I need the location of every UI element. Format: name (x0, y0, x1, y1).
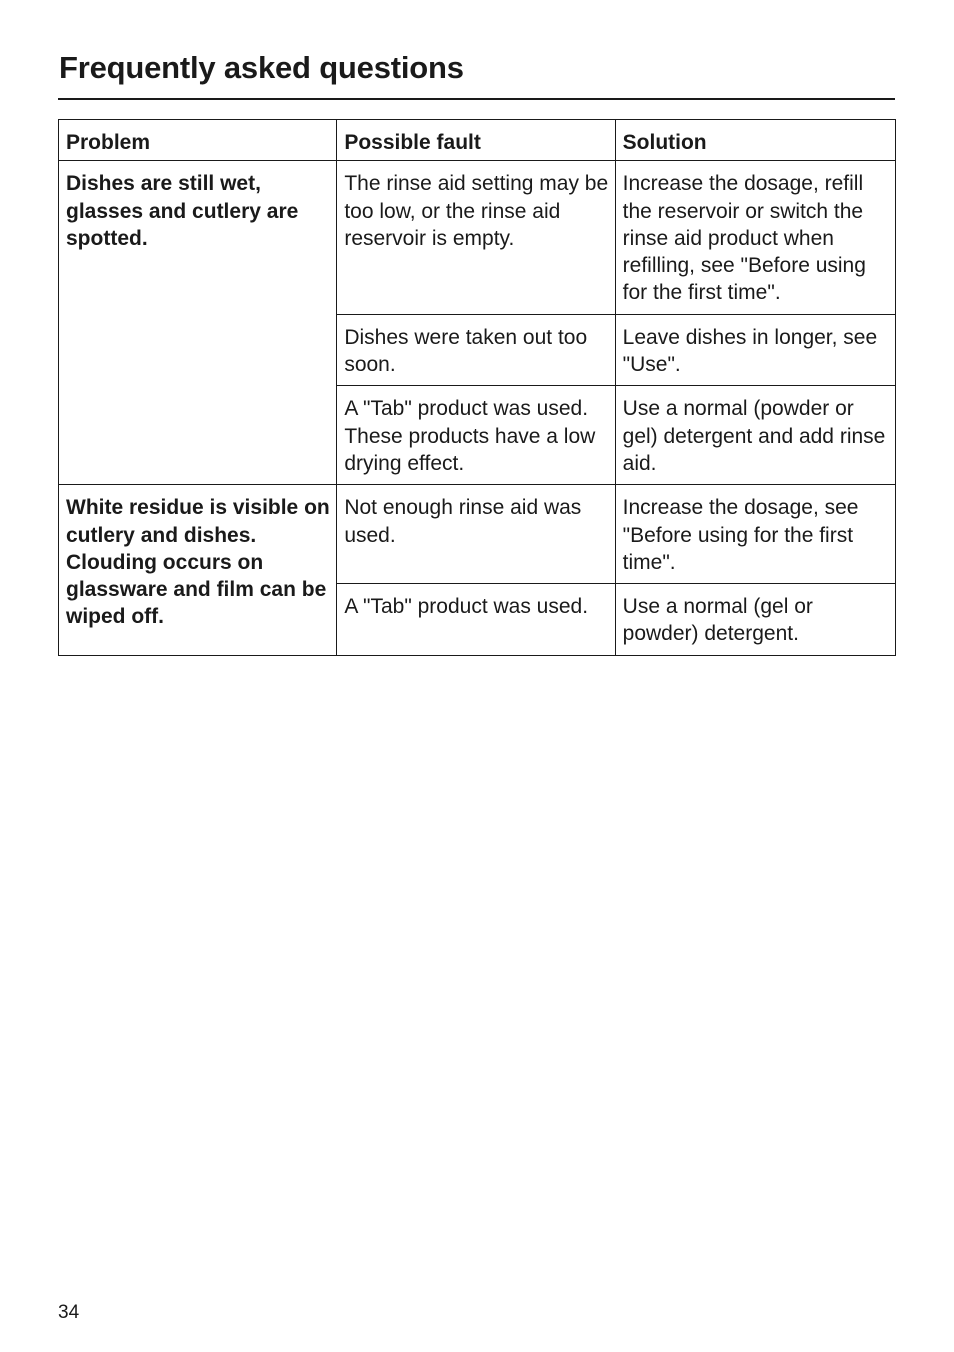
table-body (59, 161, 896, 655)
table-row (59, 485, 896, 584)
fault-cell: Not enough rinse aid was used. (337, 485, 615, 584)
header-row (59, 120, 896, 161)
table-header (59, 120, 896, 161)
page-number: 34 (58, 1302, 80, 1323)
fault-cell: A "Tab" product was used. (337, 584, 615, 656)
solution-cell: Use a normal (gel or powder) detergent. (615, 584, 895, 656)
header-problem: Problem (59, 120, 337, 161)
solution-cell: Increase the dosage, see "Before using for the first time". (615, 485, 895, 584)
page-title: Frequently asked questions (59, 50, 464, 85)
problem-cell: Dishes are still wet, glasses and cutlery are spotted. (59, 161, 337, 485)
header-solution: Solution (615, 120, 895, 161)
table-row (59, 161, 896, 314)
problem-cell: White residue is visible on cutlery and dishes. Clouding occurs on glassware and film can be wiped off. (59, 485, 337, 655)
fault-cell: The rinse aid setting may be too low, or the rinse aid reservoir is empty. (337, 161, 615, 314)
solution-cell: Use a normal (powder or gel) detergent and add rinse aid. (615, 386, 895, 485)
fault-cell: Dishes were taken out too soon. (337, 314, 615, 386)
faq-table (58, 119, 896, 656)
header-possible-fault: Possible fault (337, 120, 615, 161)
solution-cell: Increase the dosage, refill the reservoir or switch the rinse aid product when refilling, see "Before using for the first time". (615, 161, 895, 314)
fault-cell: A "Tab" product was used. These products have a low drying effect. (337, 386, 615, 485)
solution-cell: Leave dishes in longer, see "Use". (615, 314, 895, 386)
title-divider (58, 98, 895, 100)
